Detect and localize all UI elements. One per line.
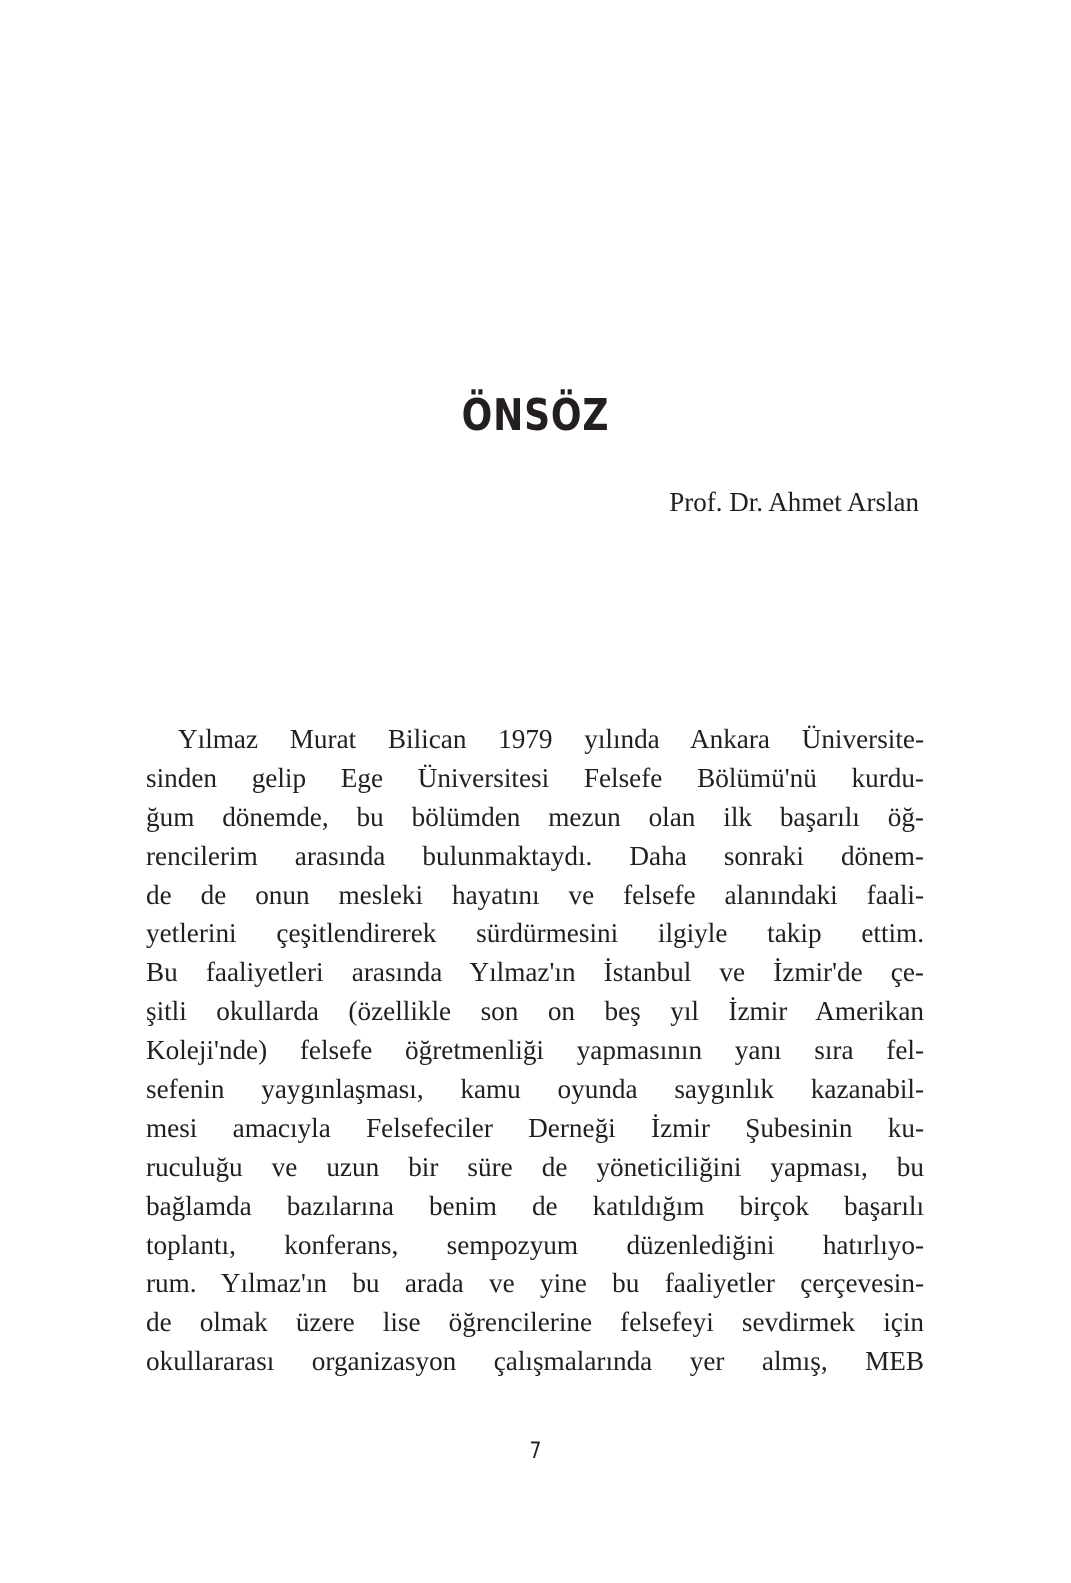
paragraph-line: yetlerini çeşitlendirerek sürdürmesini ilgiyle takip ettim. [146, 918, 924, 949]
paragraph-line: rencilerim arasında bulunmaktaydı. Daha sonraki dönem- [146, 840, 924, 871]
paragraph-line: mesi amacıyla Felsefeciler Derneği İzmir Şubesinin ku- [146, 1112, 924, 1143]
paragraph-line: Yılmaz Murat Bilican 1979 yılında Ankara Üniversite- [178, 724, 924, 754]
paragraph-line: toplantı, konferans, sempozyum düzenlediğini hatırlıyo- [146, 1229, 924, 1260]
paragraph-line: Bu faaliyetleri arasında Yılmaz'ın İstanbul ve İzmir'de çe- [146, 957, 924, 988]
paragraph-line: sefenin yaygınlaşması, kamu oyunda saygınlık kazanabil- [146, 1074, 924, 1105]
author-name: Prof. Dr. Ahmet Arslan [669, 487, 919, 517]
page-title: ÖNSÖZ [461, 390, 610, 441]
paragraph-line: bağlamda bazılarına benim de katıldığım birçok başarılı [146, 1190, 924, 1221]
paragraph-line: sinden gelip Ege Üniversitesi Felsefe Bölümü'nü kurdu- [146, 762, 924, 793]
paragraph-line: okullararası organizasyon çalışmalarında yer almış, MEB [146, 1346, 924, 1377]
paragraph-line: şitli okullarda (özellikle son on beş yıl İzmir Amerikan [146, 996, 924, 1027]
body-paragraph [146, 720, 924, 1381]
paragraph-line: de olmak üzere lise öğrencilerine felsefeyi sevdirmek için [146, 1307, 924, 1338]
paragraph-line: rum. Yılmaz'ın bu arada ve yine bu faaliyetler çerçevesin- [146, 1268, 924, 1299]
paragraph-line: ruculuğu ve uzun bir süre de yöneticiliğini yapması, bu [146, 1151, 924, 1182]
paragraph-line: Koleji'nde) felsefe öğretmenliği yapmasının yanı sıra fel- [146, 1035, 924, 1066]
paragraph-line: ğum dönemde, bu bölümden mezun olan ilk başarılı öğ- [146, 801, 924, 832]
page-number: 7 [529, 1439, 542, 1464]
paragraph-line: de de onun mesleki hayatını ve felsefe alanındaki faali- [146, 879, 924, 910]
